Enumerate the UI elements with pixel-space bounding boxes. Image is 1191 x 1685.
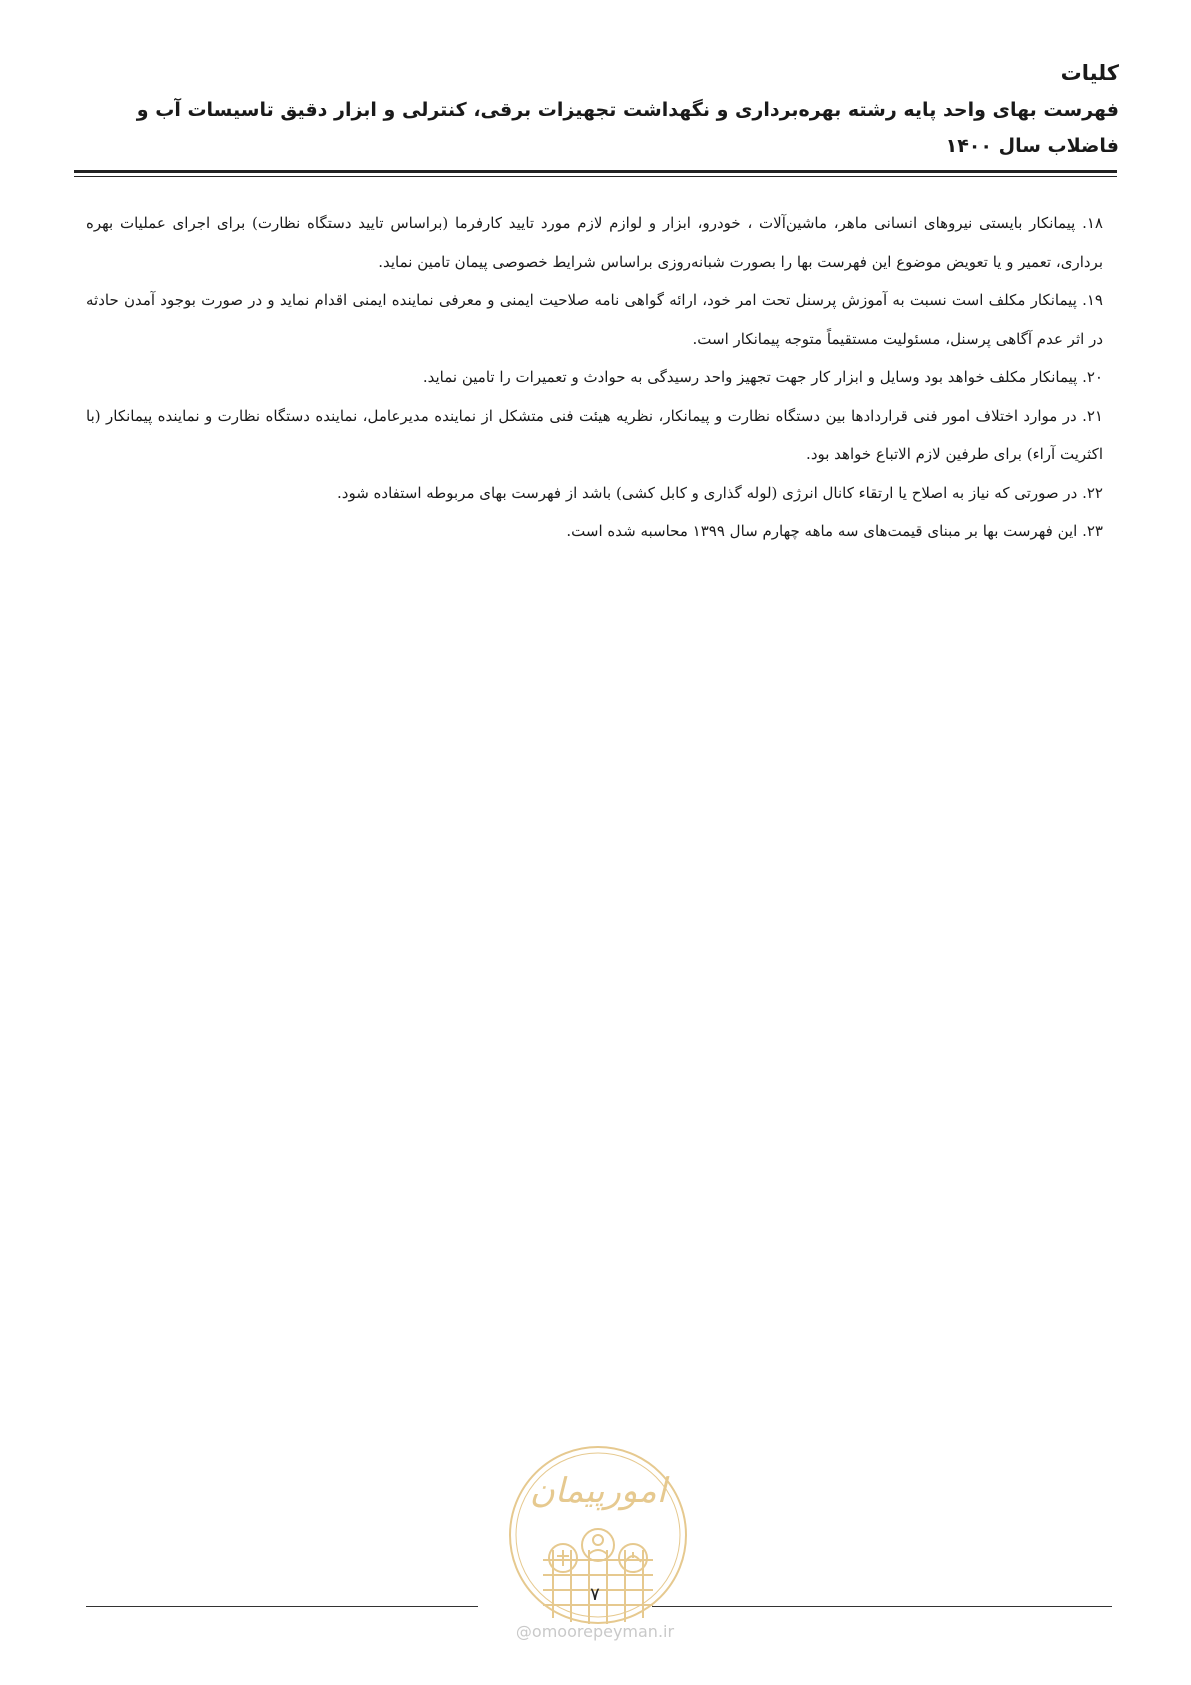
header-rule-thin	[74, 176, 1117, 177]
section-label: کلیات	[1060, 61, 1119, 85]
clause-18: ۱۸. پیمانکار بایستی نیروهای انسانی ماهر، ماشین‌آلات ، خودرو، ابزار و لوازم لازم مورد تایید کارفرما (براساس تایید دستگاه نظارت) برای اجرای عملیات بهره برداری، تعمیر و یا تعویض موضوع این فهرست بها را بصورت شبانه‌روزی براساس شرایط خصوصی پیمان تامین نماید.	[86, 214, 1103, 271]
seal-calligraphy: امورپیمان	[529, 1471, 667, 1511]
watermark-url: @omoorepeyman.ir	[515, 1622, 675, 1641]
header-rule-thick	[74, 170, 1117, 173]
clause-23: ۲۳. این فهرست بها بر مبنای قیمت‌های سه ماهه چهارم سال ۱۳۹۹ محاسبه شده است.	[566, 522, 1103, 540]
footer-rule-right	[652, 1606, 1112, 1607]
document-title: فهرست بهای واحد پایه رشته بهره‌برداری و نگهداشت تجهیزات برقی، کنترلی و ابزار دقیق تاسیسات آب و فاضلاب سال ۱۴۰۰	[136, 99, 1119, 157]
clause-21: ۲۱. در موارد اختلاف امور فنی قراردادها بین دستگاه نظارت و پیمانکار، نظریه هیئت فنی متشکل از نماینده مدیرعامل، نماینده دستگاه نظارت و نماینده پیمانکار (با اکثریت آراء) برای طرفین لازم الاتباع خواهد بود.	[86, 406, 1103, 463]
clause-19: ۱۹. پیمانکار مکلف است نسبت به آموزش پرسنل تحت امر خود، ارائه گواهی نامه صلاحیت ایمنی و معرفی نماینده ایمنی اقدام نماید و در صورت بوجود آمدن حادثه در اثر عدم آگاهی پرسنل، مسئولیت مستقیماً متوجه پیمانکار است.	[86, 291, 1103, 348]
page-number: ۷	[590, 1584, 600, 1605]
clause-22: ۲۲. در صورتی که نیاز به اصلاح یا ارتقاء کانال انرژی (لوله گذاری و کابل کشی) باشد از فهرست بهای مربوطه استفاده شود.	[337, 483, 1103, 502]
footer-rule-left	[86, 1606, 478, 1607]
document-body	[86, 204, 1103, 551]
clause-20: ۲۰. پیمانکار مکلف خواهد بود وسایل و ابزار کار جهت تجهیز واحد رسیدگی به حوادث و تعمیرات را تامین نماید.	[422, 368, 1103, 386]
page-header	[72, 56, 1119, 164]
